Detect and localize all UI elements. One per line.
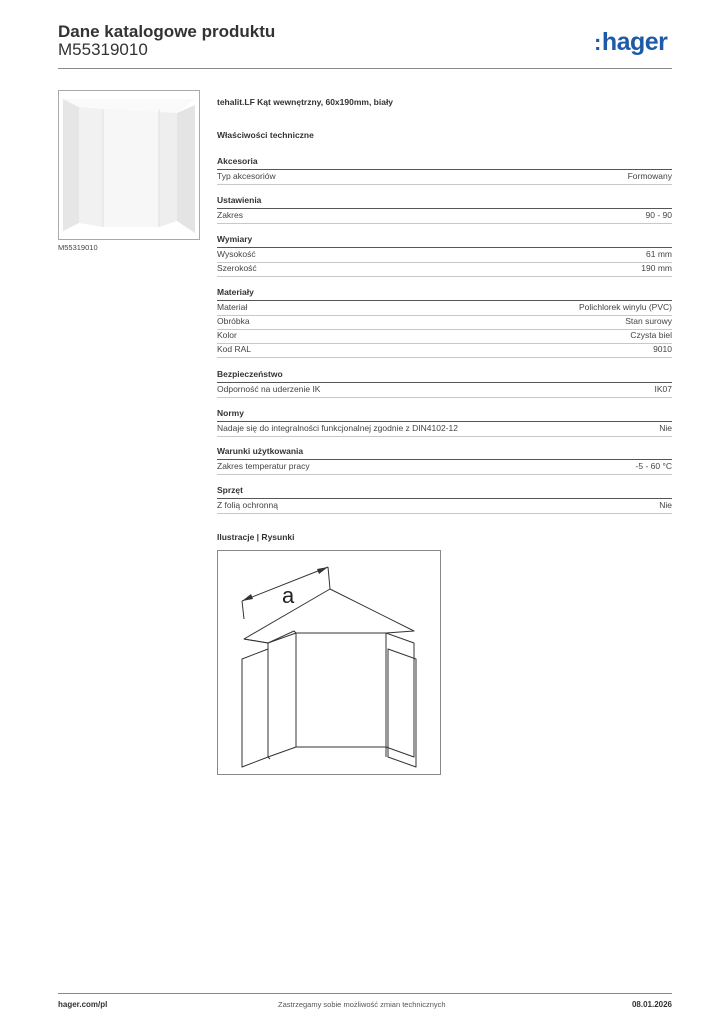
spec-label: Nadaje się do integralności funkcjonalnej zgodnie z DIN4102-12 [217,423,458,433]
section-rule [217,421,672,422]
spec-label: Zakres temperatur pracy [217,461,310,471]
left-flap [242,649,268,767]
spec-row [217,249,672,263]
spec-value: Polichlorek winylu (PVC) [578,302,672,312]
footer-date: 08.01.2026 [631,1000,672,1009]
technical-drawing-image [218,551,440,774]
section-title-akcesoria: Akcesoria [217,156,258,166]
extension-line [328,567,330,589]
spec-row [217,302,672,316]
section-rule [217,169,672,170]
header-divider [58,68,672,69]
spec-row [217,210,672,224]
back-wall [296,633,386,747]
spec-label: Szerokość [217,263,257,273]
section-title-wymiary: Wymiary [217,234,253,244]
spec-value: 9010 [653,344,672,354]
dimension-arrow-right [317,567,328,574]
section-title-ustawienia: Ustawienia [217,195,262,205]
section-title-bezpieczenstwo: Bezpieczeństwo [217,369,283,379]
spec-value: 190 mm [641,263,672,273]
spec-label: Zakres [217,210,243,220]
technical-drawing [217,550,441,775]
section-title-sprzet: Sprzęt [217,485,243,495]
footer-website[interactable]: hager.com/pl [58,1000,108,1009]
spec-label: Z folią ochronną [217,500,278,510]
lid-edge [244,639,268,643]
document-title: Dane katalogowe produktu [58,22,276,41]
section-title-warunki-uzytkowania: Warunki użytkowania [217,446,304,456]
footer-divider [58,993,672,994]
spec-value: 90 - 90 [645,210,672,220]
footer-disclaimer: Zastrzegamy sobie możliwość zmian technicznych [278,1000,446,1009]
spec-value: Stan surowy [625,316,672,326]
illustrations-heading: Ilustracje | Rysunki [217,532,295,542]
spec-value: 61 mm [646,249,672,259]
product-name: tehalit.LF Kąt wewnętrzny, 60x190mm, biały [217,97,394,107]
spec-label: Materiał [217,302,248,312]
spec-value: Nie [659,500,672,510]
section-rule [217,247,672,248]
section-rule [217,382,672,383]
section-rule [217,498,672,499]
spec-value: Czysta biel [630,330,672,340]
dimension-arrow-left [242,594,253,601]
spec-label: Kolor [217,330,237,340]
section-title-normy: Normy [217,408,244,418]
spec-row [217,461,672,475]
spec-row [217,316,672,330]
photo-caption: M55319010 [58,243,98,252]
section-rule [217,459,672,460]
spec-row [217,423,672,437]
spec-label: Kod RAL [217,344,252,354]
hager-logo: :hager [594,28,668,56]
flap-detail [268,757,270,759]
extension-line [242,601,244,619]
spec-value: IK07 [654,384,672,394]
right-inner-wall [386,633,414,757]
section-rule [217,300,672,301]
product-code: M55319010 [58,40,148,59]
spec-row [217,344,672,358]
product-photo-image [59,91,199,239]
spec-row [217,171,672,185]
section-title-materialy: Materiały [217,287,254,297]
spec-row [217,500,672,514]
technical-properties-heading: Właściwości techniczne [217,130,314,140]
spec-value: Formowany [627,171,672,181]
spec-label: Obróbka [217,316,250,326]
spec-value: Nie [659,423,672,433]
dimension-label: a [282,583,295,608]
lid-top [244,589,414,643]
spec-label: Wysokość [217,249,256,259]
section-rule [217,208,672,209]
left-inner-wall [268,633,296,757]
spec-label: Odporność na uderzenie IK [217,384,321,394]
spec-label: Typ akcesoriów [217,171,276,181]
spec-row [217,384,672,398]
product-photo [58,90,200,240]
spec-row [217,330,672,344]
logo-text: hager [601,28,668,56]
spec-row [217,263,672,277]
spec-value: -5 - 60 °C [635,461,672,471]
